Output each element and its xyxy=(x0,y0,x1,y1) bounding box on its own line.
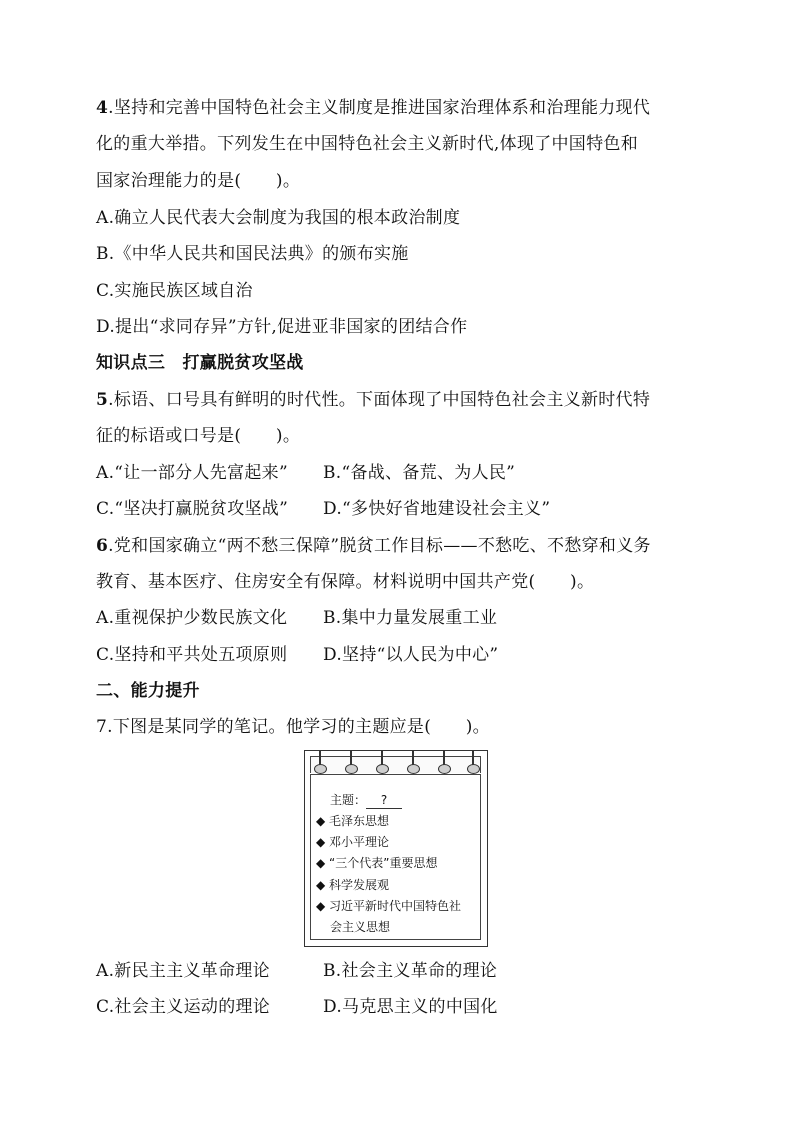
q6-line1-text: .党和国家确立“两不愁三保障”脱贫工作目标——不愁吃、不愁穿和义务 xyxy=(108,536,651,556)
ring-icon xyxy=(438,764,451,774)
q4-option-b: B.《中华人民共和国民法典》的颁布实施 xyxy=(96,244,409,264)
q4-line1 xyxy=(96,96,650,120)
notebook-item-continued: 会主义思想 xyxy=(330,920,391,934)
q6-number: 6 xyxy=(96,536,109,556)
q5-number: 5 xyxy=(96,390,109,410)
notebook-figure xyxy=(304,750,488,947)
notebook-item: ◆ 邓小平理论 xyxy=(316,835,390,849)
q7-option-b: B.社会主义革命的理论 xyxy=(323,961,498,981)
notebook-item: ◆ 习近平新时代中国特色社 xyxy=(316,899,462,913)
q5-line1-text: .标语、口号具有鲜明的时代性。下面体现了中国特色社会主义新时代特 xyxy=(108,390,651,410)
q4-option-c: C.实施民族区域自治 xyxy=(96,281,253,301)
ring-icon xyxy=(467,764,480,774)
q5-line2: 征的标语或口号是( )。 xyxy=(96,426,301,446)
q5-option-c: C.“坚决打赢脱贫攻坚战” xyxy=(96,499,289,519)
q4-number: 4 xyxy=(96,98,109,118)
q4-option-a: A.确立人民代表大会制度为我国的根本政治制度 xyxy=(96,208,461,228)
q4-line3: 国家治理能力的是( )。 xyxy=(96,171,301,191)
notebook-ring-band xyxy=(310,756,481,773)
q7-option-d: D.马克思主义的中国化 xyxy=(323,997,498,1017)
notebook-item: ◆ 毛泽东思想 xyxy=(316,814,390,828)
ring-icon xyxy=(345,764,358,774)
q6-option-a: A.重视保护少数民族文化 xyxy=(96,608,288,628)
notebook-item: ◆ 科学发展观 xyxy=(316,878,390,892)
q5-option-a: A.“让一部分人先富起来” xyxy=(96,463,288,483)
q6-option-c: C.坚持和平共处五项原则 xyxy=(96,645,288,665)
q5-option-b: B.“备战、备荒、为人民” xyxy=(323,463,516,483)
q7-line1: 7.下图是某同学的笔记。他学习的主题应是( )。 xyxy=(96,717,490,737)
ring-icon xyxy=(407,764,420,774)
q5-line1 xyxy=(96,388,650,412)
q5-option-d: D.“多快好省地建设社会主义” xyxy=(323,499,551,519)
ring-icon xyxy=(314,764,327,774)
notebook-topic-blank: ? xyxy=(366,792,402,809)
q6-option-b: B.集中力量发展重工业 xyxy=(323,608,498,628)
q4-option-d: D.提出“求同存异”方针,促进亚非国家的团结合作 xyxy=(96,317,468,337)
q6-line2: 教育、基本医疗、住房安全有保障。材料说明中国共产党( )。 xyxy=(96,572,595,592)
q6-line1 xyxy=(96,534,651,558)
section3-heading: 知识点三 打赢脱贫攻坚战 xyxy=(96,353,304,373)
notebook-topic xyxy=(330,792,402,809)
ring-icon xyxy=(376,764,389,774)
q6-option-d: D.坚持“以人民为中心” xyxy=(323,645,499,665)
q4-line2: 化的重大举措。下列发生在中国特色社会主义新时代,体现了中国特色和 xyxy=(96,134,639,154)
part2-heading: 二、能力提升 xyxy=(96,681,200,701)
q7-option-a: A.新民主主义革命理论 xyxy=(96,961,270,981)
q7-option-c: C.社会主义运动的理论 xyxy=(96,997,271,1017)
notebook-topic-label: 主题： xyxy=(330,793,367,807)
q4-line1-text: .坚持和完善中国特色社会主义制度是推进国家治理体系和治理能力现代 xyxy=(108,98,651,118)
notebook-item: ◆ “三个代表”重要思想 xyxy=(316,856,438,870)
